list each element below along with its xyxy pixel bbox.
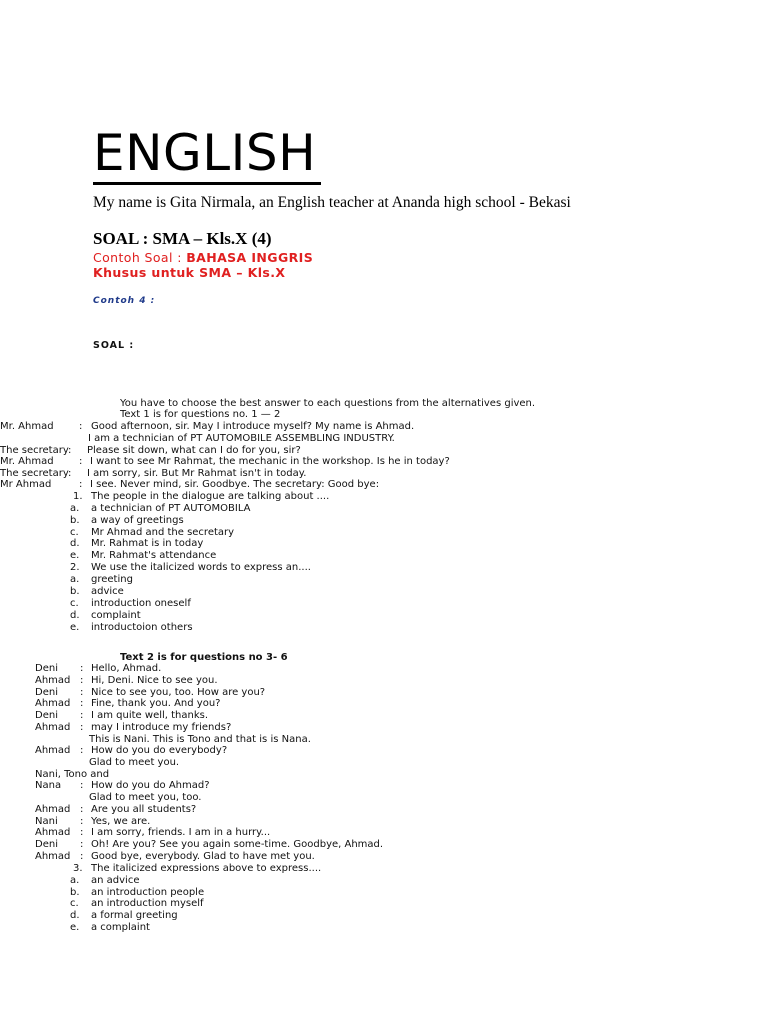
dialogue-line: Oh! Are you? See you again some-time. Goodbye, Ahmad. <box>91 839 384 850</box>
speaker: Ahmad <box>35 804 71 815</box>
question-text: The italicized expressions above to express.... <box>91 863 322 874</box>
speaker: Nana <box>35 780 62 791</box>
speaker: Nani, Tono and <box>35 769 110 780</box>
option-letter: d. <box>70 610 80 621</box>
colon: : <box>80 698 84 709</box>
dialogue-line: I am a technician of PT AUTOMOBILE ASSEMBLING INDUSTRY. <box>88 433 395 444</box>
dialogue-line: I see. Never mind, sir. Goodbye. The secretary: Good bye: <box>90 479 380 490</box>
colon: : <box>80 827 84 838</box>
contoh-soal-label: Contoh Soal : <box>93 250 187 265</box>
speaker: The secretary: <box>0 468 72 479</box>
page-title: ENGLISH <box>93 124 317 182</box>
speaker: Ahmad <box>35 722 71 733</box>
speaker: Deni <box>35 663 58 674</box>
colon: : <box>80 851 84 862</box>
option-letter: c. <box>70 898 79 909</box>
dialogue-line: may I introduce my friends? <box>91 722 232 733</box>
speaker: Mr Ahmad <box>0 479 52 490</box>
option-letter: d. <box>70 910 80 921</box>
option-text: introduction oneself <box>91 598 191 609</box>
colon: : <box>80 816 84 827</box>
option-letter: e. <box>70 922 80 933</box>
speaker: Deni <box>35 710 58 721</box>
dialogue-line: I am sorry, sir. But Mr Rahmat isn't in today. <box>87 468 307 479</box>
option-text: an advice <box>91 875 140 886</box>
speaker: The secretary: <box>0 445 72 456</box>
option-letter: a. <box>70 574 80 585</box>
option-text: an introduction people <box>91 887 205 898</box>
question-number: 1. <box>73 491 83 502</box>
dialogue-line: Yes, we are. <box>91 816 151 827</box>
contoh-soal-value: BAHASA INGGRIS <box>186 250 314 265</box>
dialogue-line: I am sorry, friends. I am in a hurry... <box>91 827 271 838</box>
option-text: advice <box>91 586 124 597</box>
option-text: a formal greeting <box>91 910 178 921</box>
colon: : <box>80 675 84 686</box>
option-letter: e. <box>70 550 80 561</box>
dialogue-line: Hi, Deni. Nice to see you. <box>91 675 218 686</box>
option-letter: d. <box>70 538 80 549</box>
speaker: Mr. Ahmad <box>0 456 54 467</box>
option-letter: c. <box>70 527 79 538</box>
option-text: a way of greetings <box>91 515 184 526</box>
colon: : <box>80 663 84 674</box>
option-letter: c. <box>70 598 79 609</box>
speaker: Deni <box>35 839 58 850</box>
colon: : <box>80 710 84 721</box>
speaker: Ahmad <box>35 827 71 838</box>
colon: : <box>80 687 84 698</box>
question-text: The people in the dialogue are talking about .... <box>91 491 330 502</box>
speaker: Deni <box>35 687 58 698</box>
dialogue-line: I am quite well, thanks. <box>91 710 209 721</box>
option-text: introductoion others <box>91 622 193 633</box>
speaker: Ahmad <box>35 851 71 862</box>
colon: : <box>80 839 84 850</box>
dialogue-line: Glad to meet you, too. <box>89 792 202 803</box>
dialogue-line: Hello, Ahmad. <box>91 663 162 674</box>
dialogue-line: Good bye, everybody. Glad to have met you. <box>91 851 315 862</box>
colon: : <box>80 780 84 791</box>
text-heading: Text 2 is for questions no 3- 6 <box>120 652 288 663</box>
colon: : <box>79 479 83 490</box>
option-letter: a. <box>70 875 80 886</box>
option-text: an introduction myself <box>91 898 204 909</box>
dialogue-line: Good afternoon, sir. May I introduce myself? My name is Ahmad. <box>91 421 415 432</box>
question-number: 2. <box>70 562 80 573</box>
option-text: Mr. Rahmat's attendance <box>91 550 217 561</box>
option-letter: a. <box>70 503 80 514</box>
colon: : <box>80 745 84 756</box>
soal-heading: SOAL : SMA – Kls.X (4) <box>93 229 272 248</box>
intro-text: My name is Gita Nirmala, an English teacher at Ananda high school - Bekasi <box>93 194 571 211</box>
option-letter: b. <box>70 887 80 898</box>
colon: : <box>79 421 83 432</box>
speaker: Ahmad <box>35 745 71 756</box>
question-number: 3. <box>73 863 83 874</box>
colon: : <box>79 456 83 467</box>
option-text: a complaint <box>91 922 150 933</box>
dialogue-line: Nice to see you, too. How are you? <box>91 687 266 698</box>
contoh-soal-line <box>93 250 313 265</box>
speaker: Ahmad <box>35 675 71 686</box>
question-text: We use the italicized words to express an.... <box>91 562 311 573</box>
option-text: complaint <box>91 610 141 621</box>
option-text: greeting <box>91 574 133 585</box>
dialogue-line: I want to see Mr Rahmat, the mechanic in the workshop. Is he in today? <box>90 456 450 467</box>
text-heading: Text 1 is for questions no. 1 — 2 <box>120 409 281 420</box>
dialogue-line: Fine, thank you. And you? <box>91 698 221 709</box>
option-letter: e. <box>70 622 80 633</box>
option-letter: b. <box>70 515 80 526</box>
dialogue-line: Are you all students? <box>91 804 197 815</box>
colon: : <box>80 804 84 815</box>
dialogue-line: Glad to meet you. <box>89 757 180 768</box>
option-text: Mr. Rahmat is in today <box>91 538 204 549</box>
colon: : <box>80 722 84 733</box>
dialogue-line: How do you do Ahmad? <box>91 780 210 791</box>
soal-label: SOAL : <box>93 340 135 351</box>
instruction-line: You have to choose the best answer to each questions from the alternatives given. <box>120 398 536 409</box>
speaker: Nani <box>35 816 58 827</box>
option-letter: b. <box>70 586 80 597</box>
dialogue-line: How do you do everybody? <box>91 745 228 756</box>
khusus-line: Khusus untuk SMA – Kls.X <box>93 265 286 280</box>
dialogue-line: Please sit down, what can I do for you, sir? <box>87 445 301 456</box>
option-text: Mr Ahmad and the secretary <box>91 527 235 538</box>
speaker: Ahmad <box>35 698 71 709</box>
contoh-number: Contoh 4 : <box>93 296 156 306</box>
speaker: Mr. Ahmad <box>0 421 54 432</box>
option-text: a technician of PT AUTOMOBILA <box>91 503 251 514</box>
dialogue-line: This is Nani. This is Tono and that is is Nana. <box>89 734 311 745</box>
title-underline <box>93 182 321 185</box>
